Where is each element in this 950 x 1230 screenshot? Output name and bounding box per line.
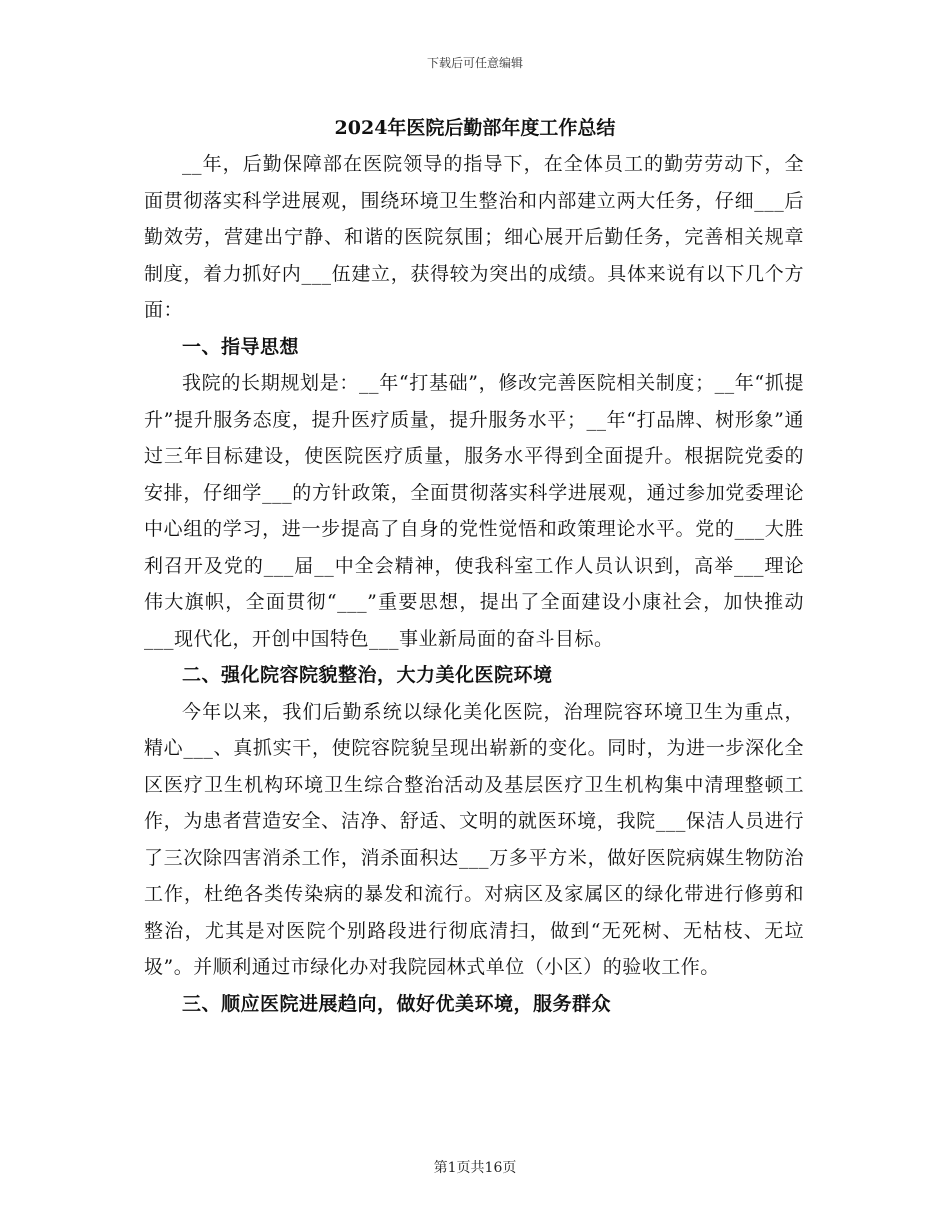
page-footer: 第1页共16页 bbox=[433, 1160, 517, 1176]
document-title: 2024年医院后勤部年度工作总结 bbox=[334, 117, 616, 139]
section-paragraph-1: 我院的长期规划是：__年“打基础”，修改完善医院相关制度；__年“抓提升”提升服务态度，提升医疗质量，提升服务水平；__年“打品牌、树形象”通过三年目标建设，使医院医疗质量，服务水平得到全面提升。根据院党委的安排，仔细学___的方针政策，全面贯彻落实科学进展观，通过参加党委理论中心组的学习，进一步提高了自身的党性觉悟和政策理论水平。党的___大胜利召开及党的___届__中全会精神，使我科室工作人员认识到，高举___理论伟大旗帜，全面贯彻“___”重要思想，提出了全面建设小康社会，加快推动___现代化，开创中国特色___事业新局面的奋斗目标。 bbox=[144, 372, 804, 650]
header-note: 下载后可任意编辑 bbox=[426, 56, 523, 70]
intro-paragraph: __年，后勤保障部在医院领导的指导下，在全体员工的勤劳劳动下，全面贯彻落实科学进展观，围绕环境卫生整治和内部建立两大任务，仔细___后勤效劳，营建出宁静、和谐的医院氛围；细心展开后勤任务，完善相关规章制度，着力抓好内___伍建立，获得较为突出的成绩。具体来说有以下几个方面： bbox=[144, 153, 804, 321]
section-heading-3: 三、顺应医院进展趋向，做好优美环境，服务群众 bbox=[182, 992, 612, 1015]
section-paragraph-2: 今年以来，我们后勤系统以绿化美化医院，治理院容环境卫生为重点，精心___、真抓实干，使院容院貌呈现出崭新的变化。同时，为进一步深化全区医疗卫生机构环境卫生综合整治活动及基层医疗卫生机构集中清理整顿工作，为患者营造安全、洁净、舒适、文明的就医环境，我院___保洁人员进行了三次除四害消杀工作，消杀面积达___万多平方米，做好医院病媒生物防治工作，杜绝各类传染病的暴发和流行。对病区及家属区的绿化带进行修剪和整治，尤其是对医院个别路段进行彻底清扫，做到“无死树、无枯枝、无垃圾”。并顺利通过市绿化办对我院园林式单位（小区）的验收工作。 bbox=[144, 700, 804, 978]
document-body bbox=[144, 146, 804, 1022]
section-heading-1: 一、指导思想 bbox=[182, 335, 300, 358]
section-heading-2: 二、强化院容院貌整治，大力美化医院环境 bbox=[182, 664, 553, 686]
